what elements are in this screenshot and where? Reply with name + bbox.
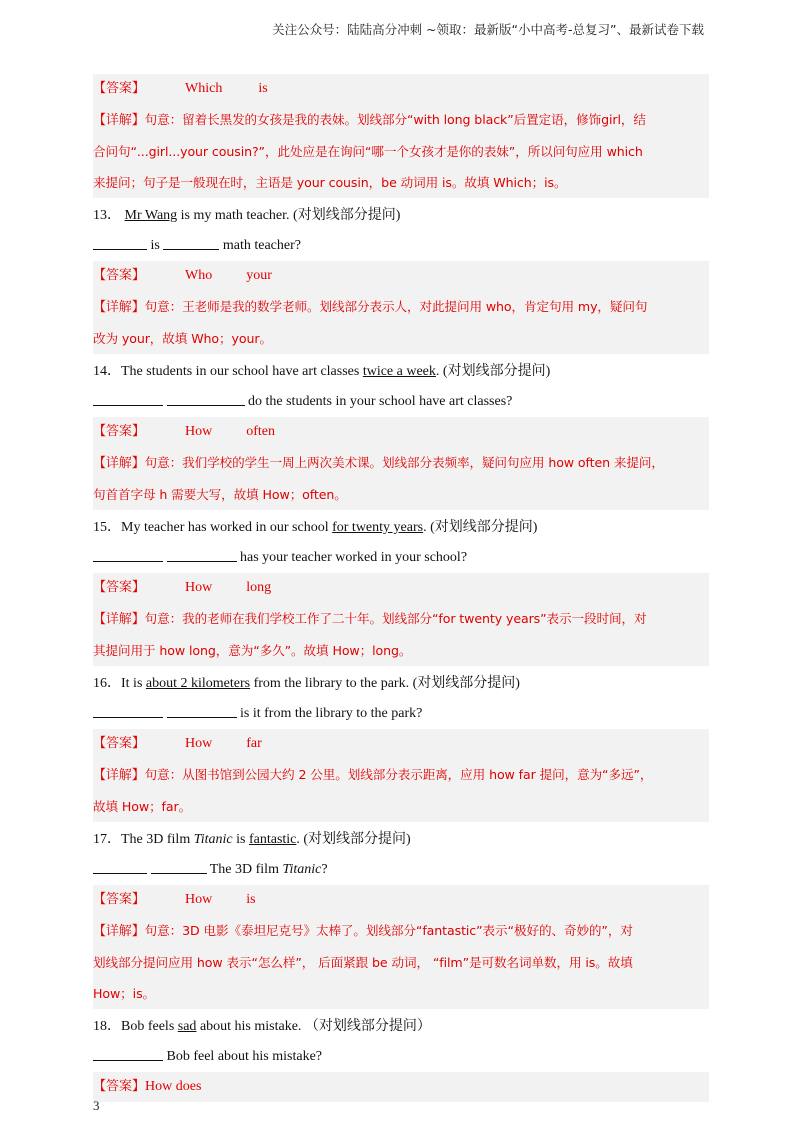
exercise-content [93, 74, 709, 1102]
answer-word: How [185, 424, 213, 439]
underlined-phrase: Mr Wang [124, 208, 178, 223]
question-13: 13． Mr Wang is my math teacher. (对划线部分提问) [93, 208, 401, 223]
answer-row [93, 417, 709, 447]
answer-label: 【答案】 [93, 580, 146, 595]
detail-line: 【详解】句意：留着长黑发的女孩是我的表妹。划线部分“with long black”后置定语，修饰girl，结 [93, 112, 646, 128]
page-number: 3 [93, 1098, 100, 1113]
fill-line-13: is math teacher? [93, 231, 709, 261]
answer-blank [93, 547, 163, 562]
detail-block [93, 759, 709, 822]
answer-row [93, 729, 709, 759]
answer-word: How [185, 892, 213, 907]
underlined-phrase: fantastic [248, 832, 297, 847]
answer-word: How [185, 736, 213, 751]
answer-label: 【答案】 [93, 736, 146, 751]
answer-blank [163, 235, 219, 250]
detail-line: 故填 How；far。 [93, 799, 192, 814]
answer-blank [93, 703, 163, 718]
detail-block [93, 915, 709, 1009]
detail-line: 句首首字母 h 需要大写，故填 How；often。 [93, 487, 347, 502]
answer-label: 【答案】 [93, 268, 146, 283]
answer-block-12 [93, 74, 709, 198]
detail-block [93, 291, 709, 354]
detail-line: 改为 your，故填 Who；your。 [93, 331, 272, 346]
detail-line: 【详解】句意：从图书馆到公园大约 2 公里。划线部分表示距离，应用 how far 提问，意为“多远”， [93, 767, 653, 783]
answer-word: Who [185, 268, 213, 283]
answer-block-16 [93, 729, 709, 822]
question-14: 14．The students in our school have art classes twice a week. (对划线部分提问) [93, 364, 551, 379]
answer-block-15 [93, 573, 709, 666]
detail-line: 【详解】句意：我的老师在我们学校工作了二十年。划线部分“for twenty years”表示一段时间，对 [93, 611, 647, 627]
answer-word: your [246, 268, 272, 283]
answer-label: 【答案】 [93, 892, 146, 907]
answer-blank [167, 703, 237, 718]
answer-blank [167, 547, 237, 562]
answer-word: Which [185, 81, 223, 96]
detail-line: How；is。 [93, 986, 156, 1001]
question-16: 16．It is about 2 kilometers from the library to the park. (对划线部分提问) [93, 676, 520, 691]
underlined-phrase: about 2 kilometers [145, 676, 251, 691]
answer-word: is [246, 892, 256, 907]
answer-row [93, 1072, 709, 1102]
question-17: 17．The 3D film Titanic is fantastic. (对划线部分提问) [93, 832, 411, 847]
answer-blank [93, 391, 163, 406]
detail-label: 【详解】 [93, 768, 145, 783]
fill-line-16: is it from the library to the park? [93, 699, 709, 729]
page-header: 关注公众号：陆陆高分冲刺 ~领取：最新版“小中高考-总复习”、最新试卷下载 [272, 22, 704, 37]
answer-word: long [246, 580, 272, 595]
answer-blank [167, 391, 245, 406]
question-18: 18．Bob feels sad about his mistake. （对划线部分提问） [93, 1019, 431, 1034]
detail-label: 【详解】 [93, 456, 145, 471]
detail-line: 【详解】句意：王老师是我的数学老师。划线部分表示人，对此提问用 who，肯定句用 my，疑问句 [93, 299, 648, 315]
detail-label: 【详解】 [93, 924, 145, 939]
detail-line: 来提问；句子是一般现在时，主语是 your cousin，be 动词用 is。故填 Which；is。 [93, 175, 567, 190]
answer-block-14 [93, 417, 709, 510]
answer-word: often [246, 424, 276, 439]
answer-blank [93, 1046, 163, 1061]
detail-label: 【详解】 [93, 113, 145, 128]
answer-block-17 [93, 885, 709, 1009]
detail-block [93, 104, 709, 198]
answer-word: is [258, 81, 268, 96]
detail-label: 【详解】 [93, 612, 145, 627]
answer-block-13 [93, 261, 709, 354]
answer-blank [93, 859, 147, 874]
question-15: 15．My teacher has worked in our school for twenty years. (对划线部分提问) [93, 520, 538, 535]
detail-line: 其提问用于 how long，意为“多久”。故填 How；long。 [93, 643, 412, 658]
answer-row [93, 885, 709, 915]
detail-line: 划线部分提问应用 how 表示“怎么样”， 后面紧跟 be 动词， “film”是可数名词单数，用 is。故填 [93, 955, 633, 970]
fill-line-15: has your teacher worked in your school? [93, 543, 709, 573]
detail-block [93, 603, 709, 666]
answer-row [93, 261, 709, 291]
answer-blank [151, 859, 207, 874]
fill-line-14: do the students in your school have art classes? [93, 387, 709, 417]
answer-label: 【答案】 [93, 424, 146, 439]
answer-label: 【答案】 [93, 81, 146, 96]
answer-word: How [185, 580, 213, 595]
underlined-phrase: sad [177, 1019, 197, 1034]
detail-line: 合问句“...girl...your cousin?”，此处应是在询问“哪一个女孩才是你的表妹”，所以问句应用 which [93, 144, 643, 159]
detail-line: 【详解】句意：3D 电影《泰坦尼克号》太棒了。划线部分“fantastic”表示“极好的、奇妙的”，对 [93, 923, 633, 939]
answer-row [93, 74, 709, 104]
answer-label: 【答案】 [93, 1079, 146, 1094]
detail-line: 【详解】句意：我们学校的学生一周上两次美术课。划线部分表频率，疑问句应用 how often 来提问， [93, 455, 664, 471]
answer-blank [93, 235, 147, 250]
underlined-phrase: twice a week [362, 364, 436, 379]
underlined-phrase: for twenty years [332, 520, 424, 535]
detail-block [93, 447, 709, 510]
answer-block-18 [93, 1072, 709, 1102]
detail-label: 【详解】 [93, 300, 145, 315]
answer-word: far [246, 736, 262, 751]
answer-row [93, 573, 709, 603]
answer-word: How does [145, 1079, 202, 1094]
fill-line-18: Bob feel about his mistake? [93, 1042, 709, 1072]
fill-line-17: The 3D film Titanic? [93, 855, 709, 885]
